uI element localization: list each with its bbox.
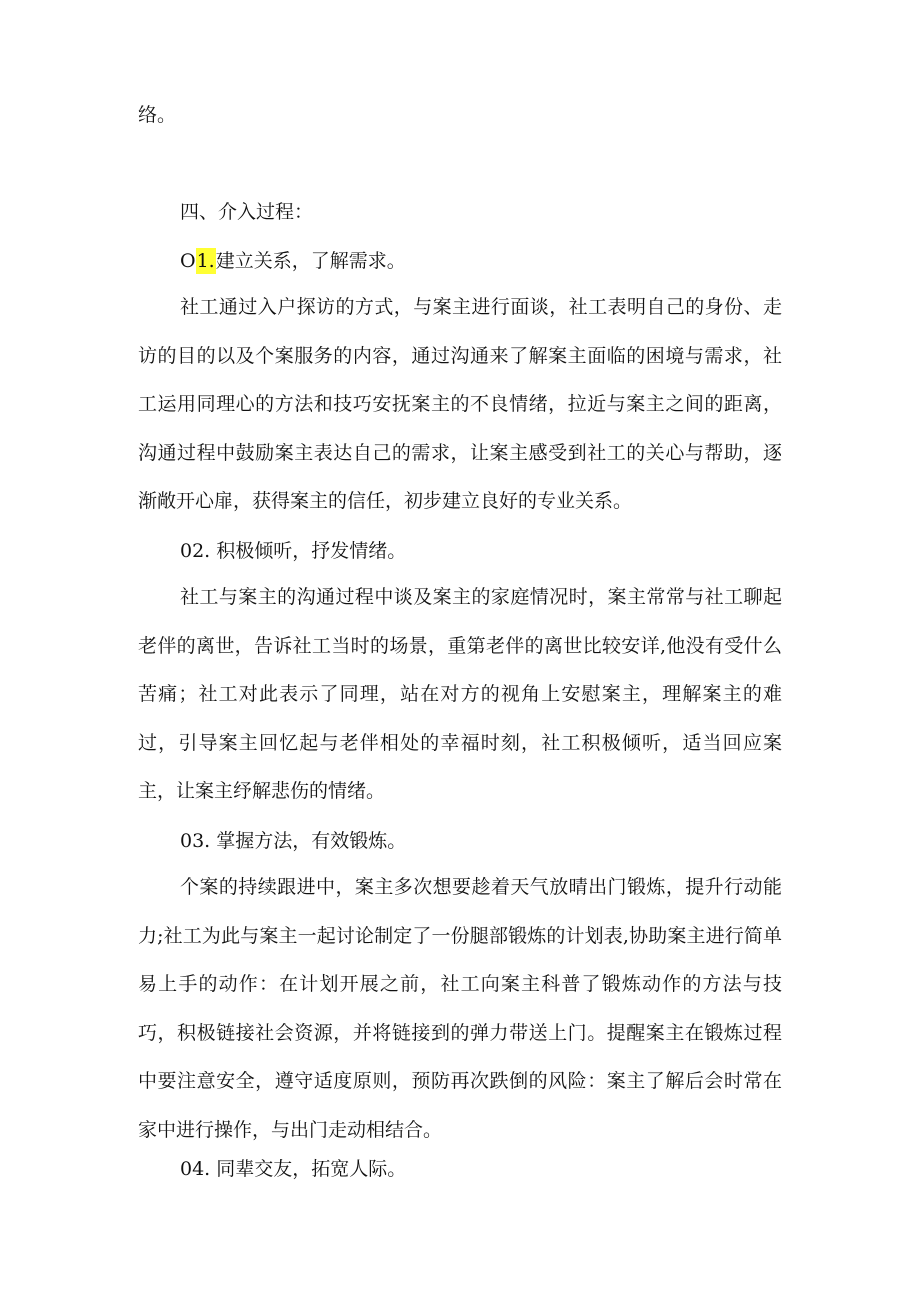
step-3-title: 掌握方法，有效锻炼。 (216, 830, 407, 852)
step-3-heading (180, 828, 406, 854)
step-2-body: 社工与案主的沟通过程中谈及案主的家庭情况时，案主常常与社工聊起老伴的离世，告诉社工当时的场景，重第老伴的离世比较安详,他没有受什么苦痛；社工对此表示了同理，站在对方的视角上安慰案主，理解案主的难过，引导案主回忆起与老伴相处的幸福时刻，社工积极倾听，适当回应案主，让案主纾解悲伤的情绪。 (138, 586, 782, 802)
step-2-title: 积极倾听，抒发情绪。 (216, 540, 407, 562)
step-1-number-prefix: O (180, 250, 196, 272)
step-2-heading (180, 538, 406, 564)
step-1-number-highlight: 1. (196, 250, 215, 272)
step-1-heading (180, 248, 406, 274)
step-3-body: 个案的持续跟进中，案主多次想要趁着天气放晴出门锻炼，提升行动能力;社工为此与案主一起讨论制定了一份腿部锻炼的计划表,协助案主进行简单易上手的动作：在计划开展之前，社工向案主科普了锻炼动作的方法与技巧，积极链接社会资源，并将链接到的弹力带送上门。提醒案主在锻炼过程中要注意安全，遵守适度原则，预防再次跌倒的风险：案主了解后会时常在家中进行操作，与出门走动相结合。 (138, 876, 782, 1141)
step-1-title: 建立关系，了解需求。 (215, 250, 406, 272)
intro-tail-text: 络。 (138, 104, 177, 126)
step-4-title: 同辈交友，拓宽人际。 (216, 1158, 407, 1180)
step-4-number: 04. (180, 1158, 211, 1180)
section-title: 四、介入过程： (180, 201, 314, 223)
step-3-number: 03. (180, 830, 211, 852)
step-4-heading (180, 1156, 406, 1182)
step-1-body: 社工通过入户探访的方式，与案主进行面谈，社工表明自己的身份、走访的目的以及个案服务的内容，通过沟通来了解案主面临的困境与需求，社工运用同理心的方法和技巧安抚案主的不良情绪，拉近与案主之间的距离，沟通过程中鼓励案主表达自己的需求，让案主感受到社工的关心与帮助，逐渐敞开心扉，获得案主的信任，初步建立良好的专业关系。 (138, 296, 782, 512)
step-2-number: 02. (180, 540, 211, 562)
